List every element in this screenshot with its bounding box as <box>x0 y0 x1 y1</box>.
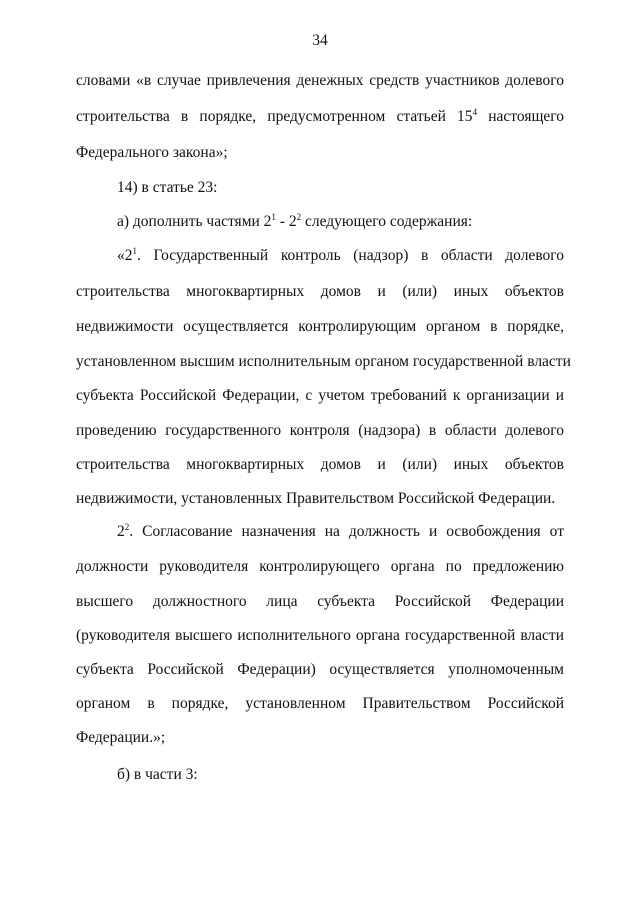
text-line-content: (руководителя высшего исполнительного органа государственной власти <box>76 627 564 644</box>
text-line-content: высшего должностного лица субъекта Российской Федерации <box>76 593 564 610</box>
text-line-content: следующего содержания: <box>301 213 473 230</box>
text-line-content: . Государственный контроль (надзор) в области долевого <box>137 247 564 264</box>
text-line <box>76 558 564 576</box>
text-line-content: недвижимости, установленных Правительством Российской Федерации. <box>76 490 556 507</box>
text-line <box>76 144 228 162</box>
paragraph-first-line <box>117 247 564 265</box>
text-line <box>76 661 564 679</box>
list-item-heading <box>117 213 472 231</box>
text-line <box>76 456 564 474</box>
superscript: 2 <box>124 522 130 532</box>
text-line-content: настоящего <box>477 108 564 125</box>
text-line-content: 2 <box>117 523 125 540</box>
text-line <box>76 490 555 508</box>
text-line <box>76 353 571 371</box>
text-line <box>76 695 564 713</box>
text-line-content: а) дополнить частями 2 <box>117 213 272 230</box>
text-line-content: Федерального закона»; <box>76 144 228 161</box>
superscript: 1 <box>271 212 276 222</box>
text-line <box>76 729 165 747</box>
text-line-content: установленном высшим исполнительным органом государственной власти <box>76 353 571 370</box>
text-line-content: недвижимости осуществляется контролирующим органом в порядке, <box>76 318 564 335</box>
text-line-content: б) в части 3: <box>117 766 198 783</box>
text-line <box>76 108 564 126</box>
text-line <box>76 422 564 440</box>
list-item-heading <box>117 179 217 197</box>
list-item-heading <box>117 766 198 784</box>
text-line-content: - 2 <box>275 213 297 230</box>
text-line-content: Федерации.»; <box>76 729 166 746</box>
text-line <box>76 627 564 645</box>
text-line <box>76 72 564 90</box>
paragraph-first-line <box>117 523 564 541</box>
superscript: 4 <box>472 107 478 117</box>
text-line-content: субъекта Российской Федерации, с учетом требований к организации и <box>76 387 564 404</box>
text-line-content: органом в порядке, установленном Правительством Российской <box>76 695 564 712</box>
text-line-content: субъекта Российской Федерации) осуществляется уполномоченным <box>76 661 564 678</box>
text-line <box>76 318 564 336</box>
text-line-content: «2 <box>117 247 133 264</box>
text-line-content: строительства в порядке, предусмотренном статьей 15 <box>76 108 473 125</box>
text-line-content: строительства многоквартирных домов и (или) иных объектов <box>76 283 564 300</box>
superscript: 2 <box>296 212 302 222</box>
page-number: 34 <box>312 32 328 49</box>
text-line <box>76 283 564 301</box>
text-line-content: . Согласование назначения на должность и освобождения от <box>129 523 564 540</box>
text-line <box>76 593 564 611</box>
text-line-content: словами «в случае привлечения денежных средств участников долевого <box>76 72 564 89</box>
text-line-content: строительства многоквартирных домов и (или) иных объектов <box>76 456 564 473</box>
text-line-content: проведению государственного контроля (надзора) в области долевого <box>76 422 564 439</box>
text-line <box>76 387 564 405</box>
text-line-content: должности руководителя контролирующего органа по предложению <box>76 558 564 575</box>
superscript: 1 <box>132 246 137 256</box>
text-line-content: 14) в статье 23: <box>117 179 218 196</box>
